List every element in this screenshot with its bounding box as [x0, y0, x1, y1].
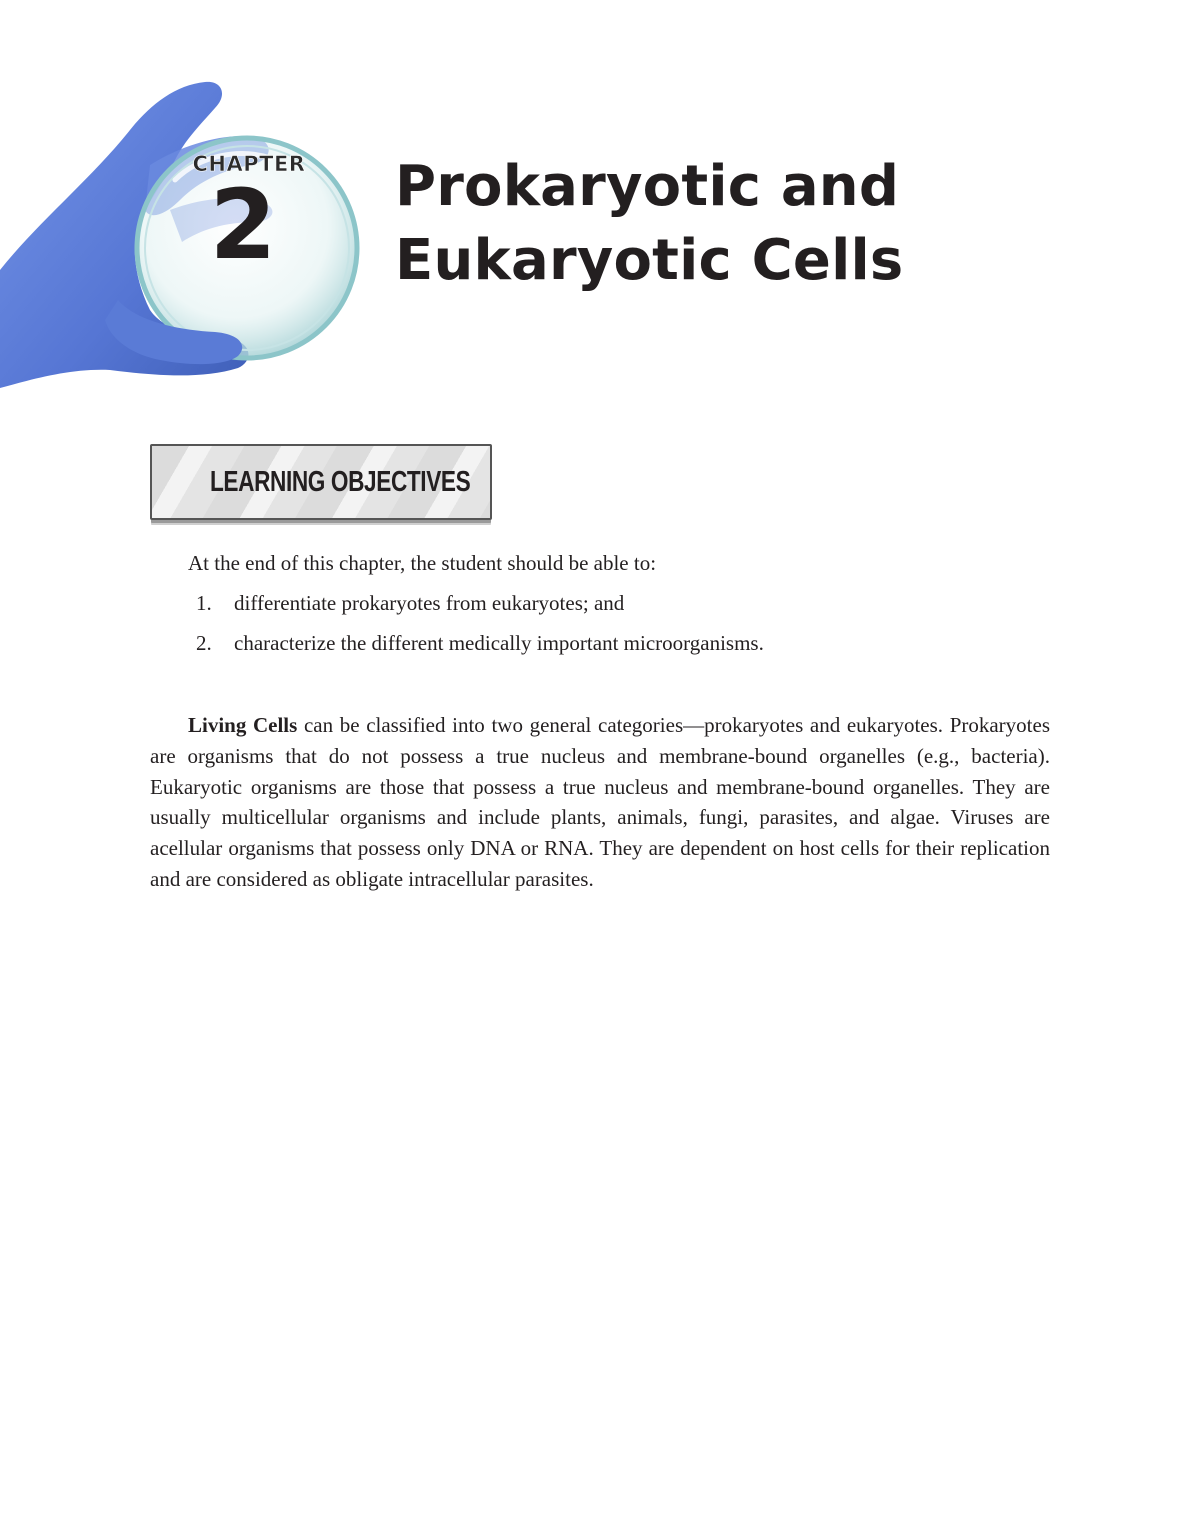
learning-objectives-badge [150, 444, 492, 520]
list-item-number: 1. [196, 591, 212, 615]
chapter-title [395, 150, 1175, 298]
list-item [196, 588, 764, 628]
chapter-title-line-2: Eukaryotic Cells [395, 228, 904, 293]
list-item-text: characterize the different medically important microorganisms. [234, 631, 764, 655]
list-item-number: 2. [196, 631, 212, 655]
learning-objectives-heading: LEARNING OBJECTIVES [210, 466, 471, 498]
objectives-intro: At the end of this chapter, the student should be able to: [188, 551, 657, 575]
body-paragraph [150, 710, 1050, 895]
list-item [196, 628, 764, 668]
chapter-number: 2 [209, 169, 277, 281]
objectives-list [196, 588, 764, 668]
body-lead-term: Living Cells [188, 713, 298, 737]
chapter-title-line-1: Prokaryotic and [395, 154, 900, 219]
chapter-label: CHAPTER [192, 152, 306, 176]
body-paragraph-text: can be classified into two general categories—prokaryotes and eukaryotes. Prokaryotes are organisms that do not possess a true nucleus and membrane-bound organelles (e.g., bacteria). Eukaryotic organisms are those that possess a true nucleus and membrane-bound organelles. They are usually multicellular organisms and include plants, animals, fungi, parasites, and algae. Viruses are acellular organisms that possess only DNA or RNA. They are dependent on host cells for their replication and are considered as obligate intracellular parasites. [150, 713, 1051, 891]
list-item-text: differentiate prokaryotes from eukaryotes; and [234, 591, 625, 615]
